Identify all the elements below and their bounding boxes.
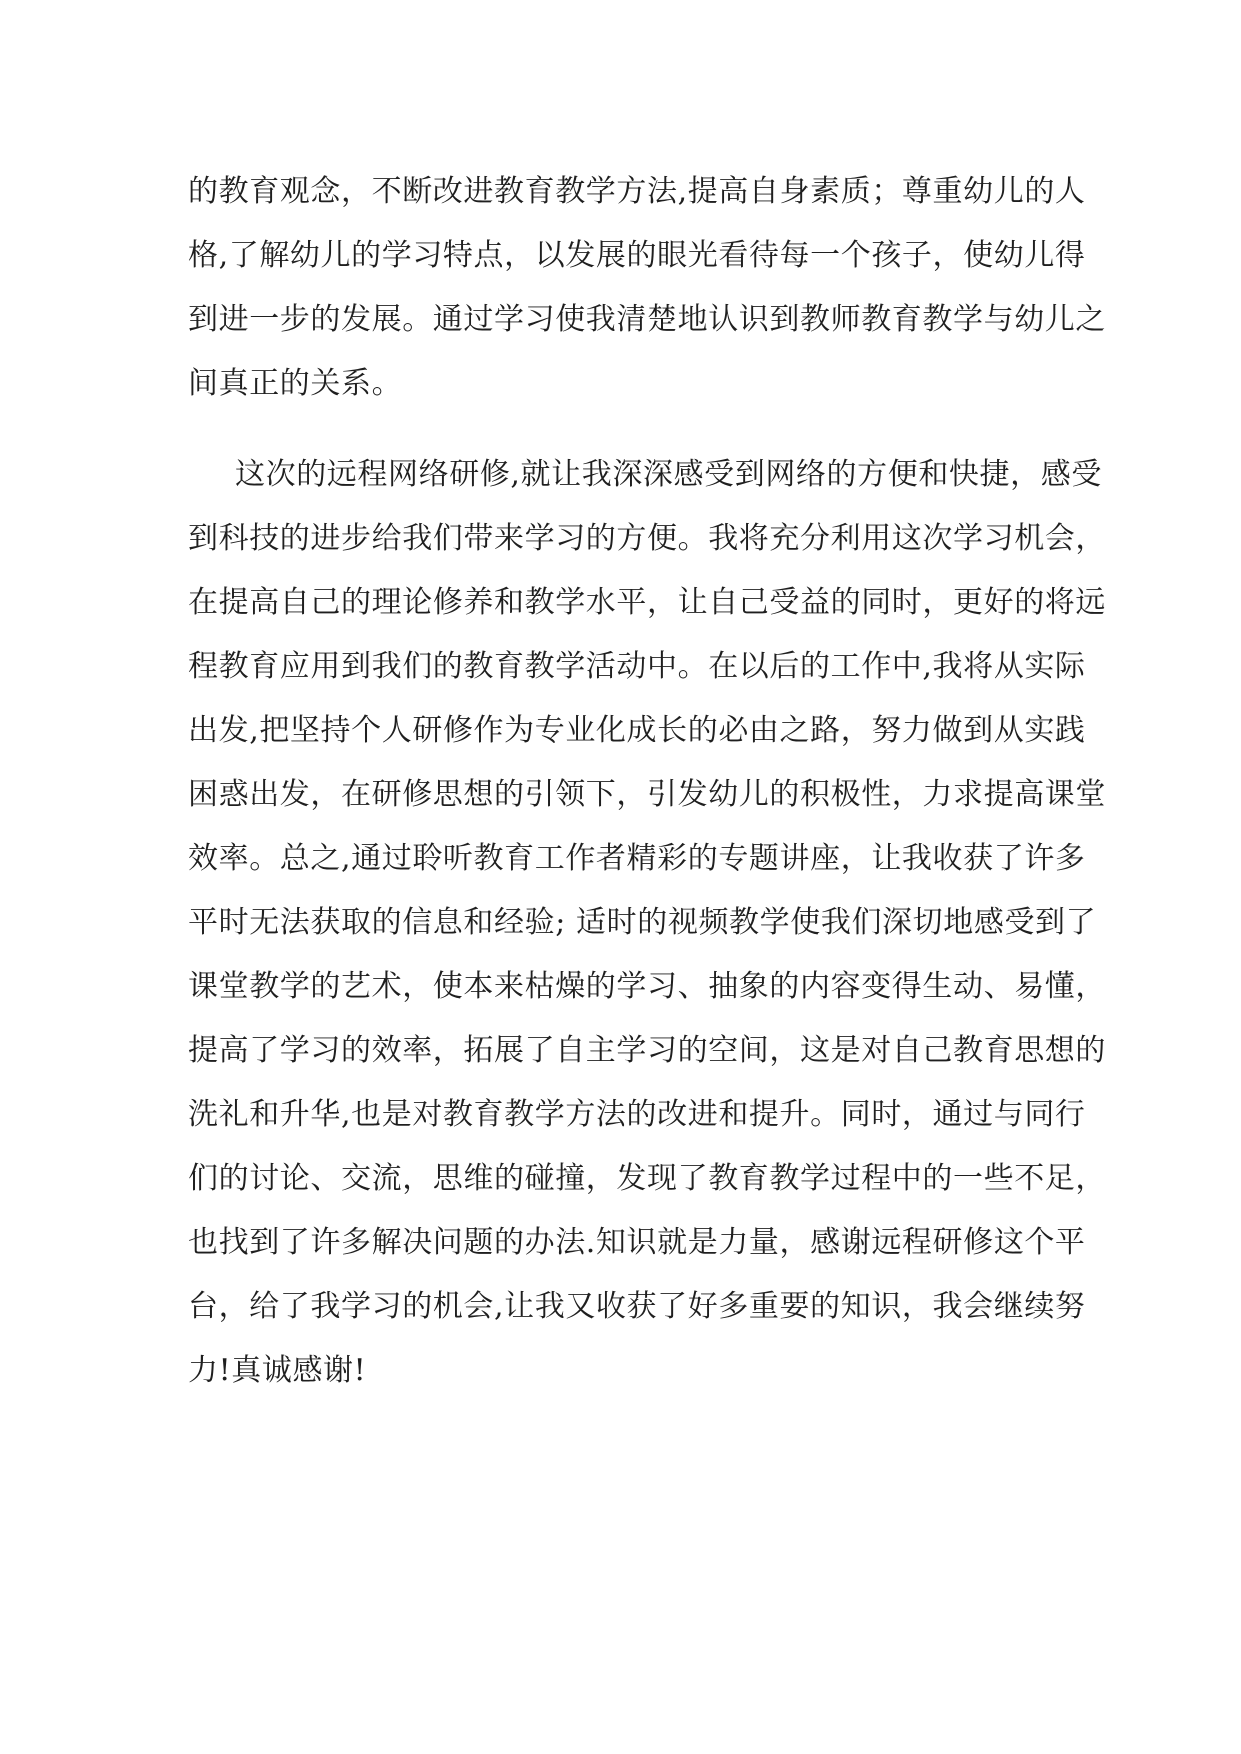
paragraph-2-line: 课堂教学的艺术，使本来枯燥的学习、抽象的内容变得生动、易懂， [188,969,1106,1004]
paragraph-1-line: 的教育观念，不断改进教育教学方法,提高自身素质；尊重幼儿的人 [188,174,1086,209]
paragraph-2-line: 出发,把坚持个人研修作为专业化成长的必由之路，努力做到从实践 [188,713,1086,748]
paragraph-1-line: 到进一步的发展。通过学习使我清楚地认识到教师教育教学与幼儿之 [188,302,1106,337]
paragraph-2-line: 台，给了我学习的机会,让我又收获了好多重要的知识，我会继续努 [188,1289,1086,1324]
paragraph-2-line: 在提高自己的理论修养和教学水平，让自己受益的同时，更好的将远 [188,585,1106,620]
paragraph-2-line: 提高了学习的效率，拓展了自主学习的空间，这是对自己教育思想的 [188,1033,1106,1068]
paragraph-2-line: 也找到了许多解决问题的办法.知识就是力量，感谢远程研修这个平 [188,1225,1086,1260]
paragraph-2-line: 程教育应用到我们的教育教学活动中。在以后的工作中,我将从实际 [188,649,1086,684]
paragraph-1 [188,160,1106,416]
paragraph-2-line: 困惑出发，在研修思想的引领下，引发幼儿的积极性，力求提高课堂 [188,777,1106,812]
paragraph-2-line: 到科技的进步给我们带来学习的方便。我将充分利用这次学习机会， [188,521,1106,556]
paragraph-2-line: 效率。总之,通过聆听教育工作者精彩的专题讲座，让我收获了许多 [188,841,1086,876]
paragraph-2-line: 们的讨论、交流，思维的碰撞，发现了教育教学过程中的一些不足， [188,1161,1106,1196]
paragraph-1-line: 间真正的关系。 [188,366,403,401]
paragraph-2-line: 这次的远程网络研修,就让我深深感受到网络的方便和快捷，感受 [235,457,1102,492]
paragraph-2-line: 力!真诚感谢! [188,1353,367,1388]
paragraph-2 [188,443,1106,1403]
paragraph-2-line: 洗礼和升华,也是对教育教学方法的改进和提升。同时，通过与同行 [188,1097,1086,1132]
paragraph-1-line: 格,了解幼儿的学习特点，以发展的眼光看待每一个孩子，使幼儿得 [188,238,1086,273]
paragraph-2-line: 平时无法获取的信息和经验; 适时的视频教学使我们深切地感受到了 [188,905,1097,940]
